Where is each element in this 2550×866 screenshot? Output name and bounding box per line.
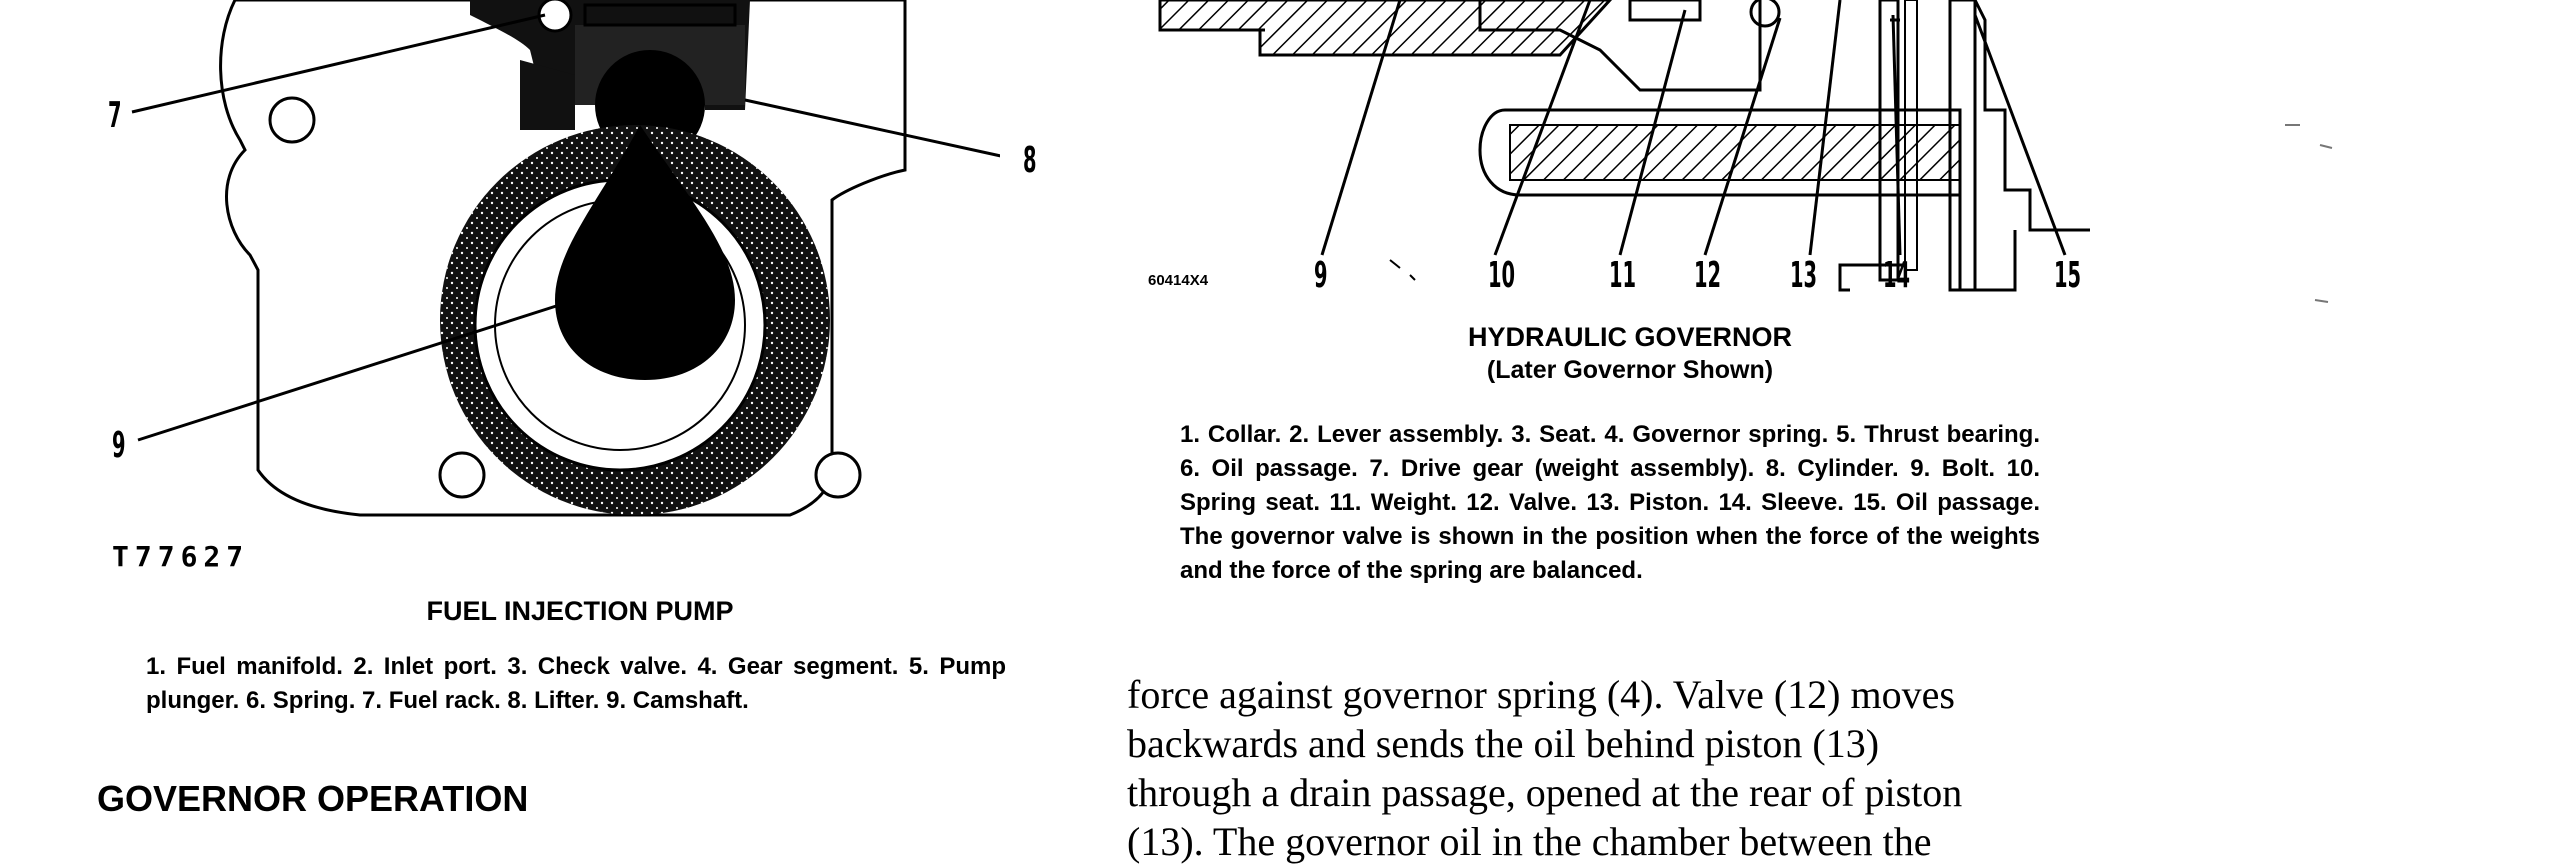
callout-9: 9: [112, 425, 126, 466]
figure-caption-right: 1. Collar. 2. Lever assembly. 3. Seat. 4. Governor spring. 5. Thrust bearing. 6. Oil passage. 7. Drive gear (weight assembly). 8. Cylinder. 9. Bolt. 10. Spring seat. 11. Weight. 12. Valve. 13. Piston. 14. Sleeve. 15. Oil passage. The governor valve is shown in the position when the force of the weights and the force of the spring are balanced.: [1180, 421, 2040, 584]
figure-title-right: HYDRAULIC GOVERNOR: [1467, 322, 1792, 352]
figure-subtitle-right: (Later Governor Shown): [1486, 356, 1774, 384]
section-heading: GOVERNOR OPERATION: [97, 778, 529, 819]
body-text-line-1: force against governor spring (4). Valve (12) moves: [1127, 672, 1955, 717]
body-text-line-2: backwards and sends the oil behind piston (13): [1127, 721, 1880, 766]
callout-gov-12: 12: [1694, 255, 1722, 296]
callout-7: 7: [108, 95, 122, 136]
figure-title-left: FUEL INJECTION PUMP: [426, 596, 734, 626]
callout-gov-14: 14: [1883, 255, 1911, 296]
body-text-line-3: through a drain passage, opened at the rear of piston: [1127, 770, 1963, 815]
callout-gov-15: 15: [2054, 255, 2082, 296]
figure-caption-left: 1. Fuel manifold. 2. Inlet port. 3. Check valve. 4. Gear segment. 5. Pump plunger. 6. Spring. 7. Fuel rack. 8. Lifter. 9. Camshaft.: [146, 653, 1006, 714]
callout-8: 8: [1023, 140, 1037, 181]
callout-gov-13: 13: [1790, 255, 1818, 296]
callout-gov-9: 9: [1314, 255, 1328, 296]
callout-gov-11: 11: [1609, 255, 1637, 296]
figure-id-left: T77627: [112, 540, 250, 573]
body-text-line-4: (13). The governor oil in the chamber between the: [1127, 819, 1932, 864]
fuel-injection-pump-drawing: [0, 0, 1000, 560]
callout-gov-10: 10: [1488, 255, 1516, 296]
figure-id-right: 60414X4: [1148, 272, 1209, 289]
